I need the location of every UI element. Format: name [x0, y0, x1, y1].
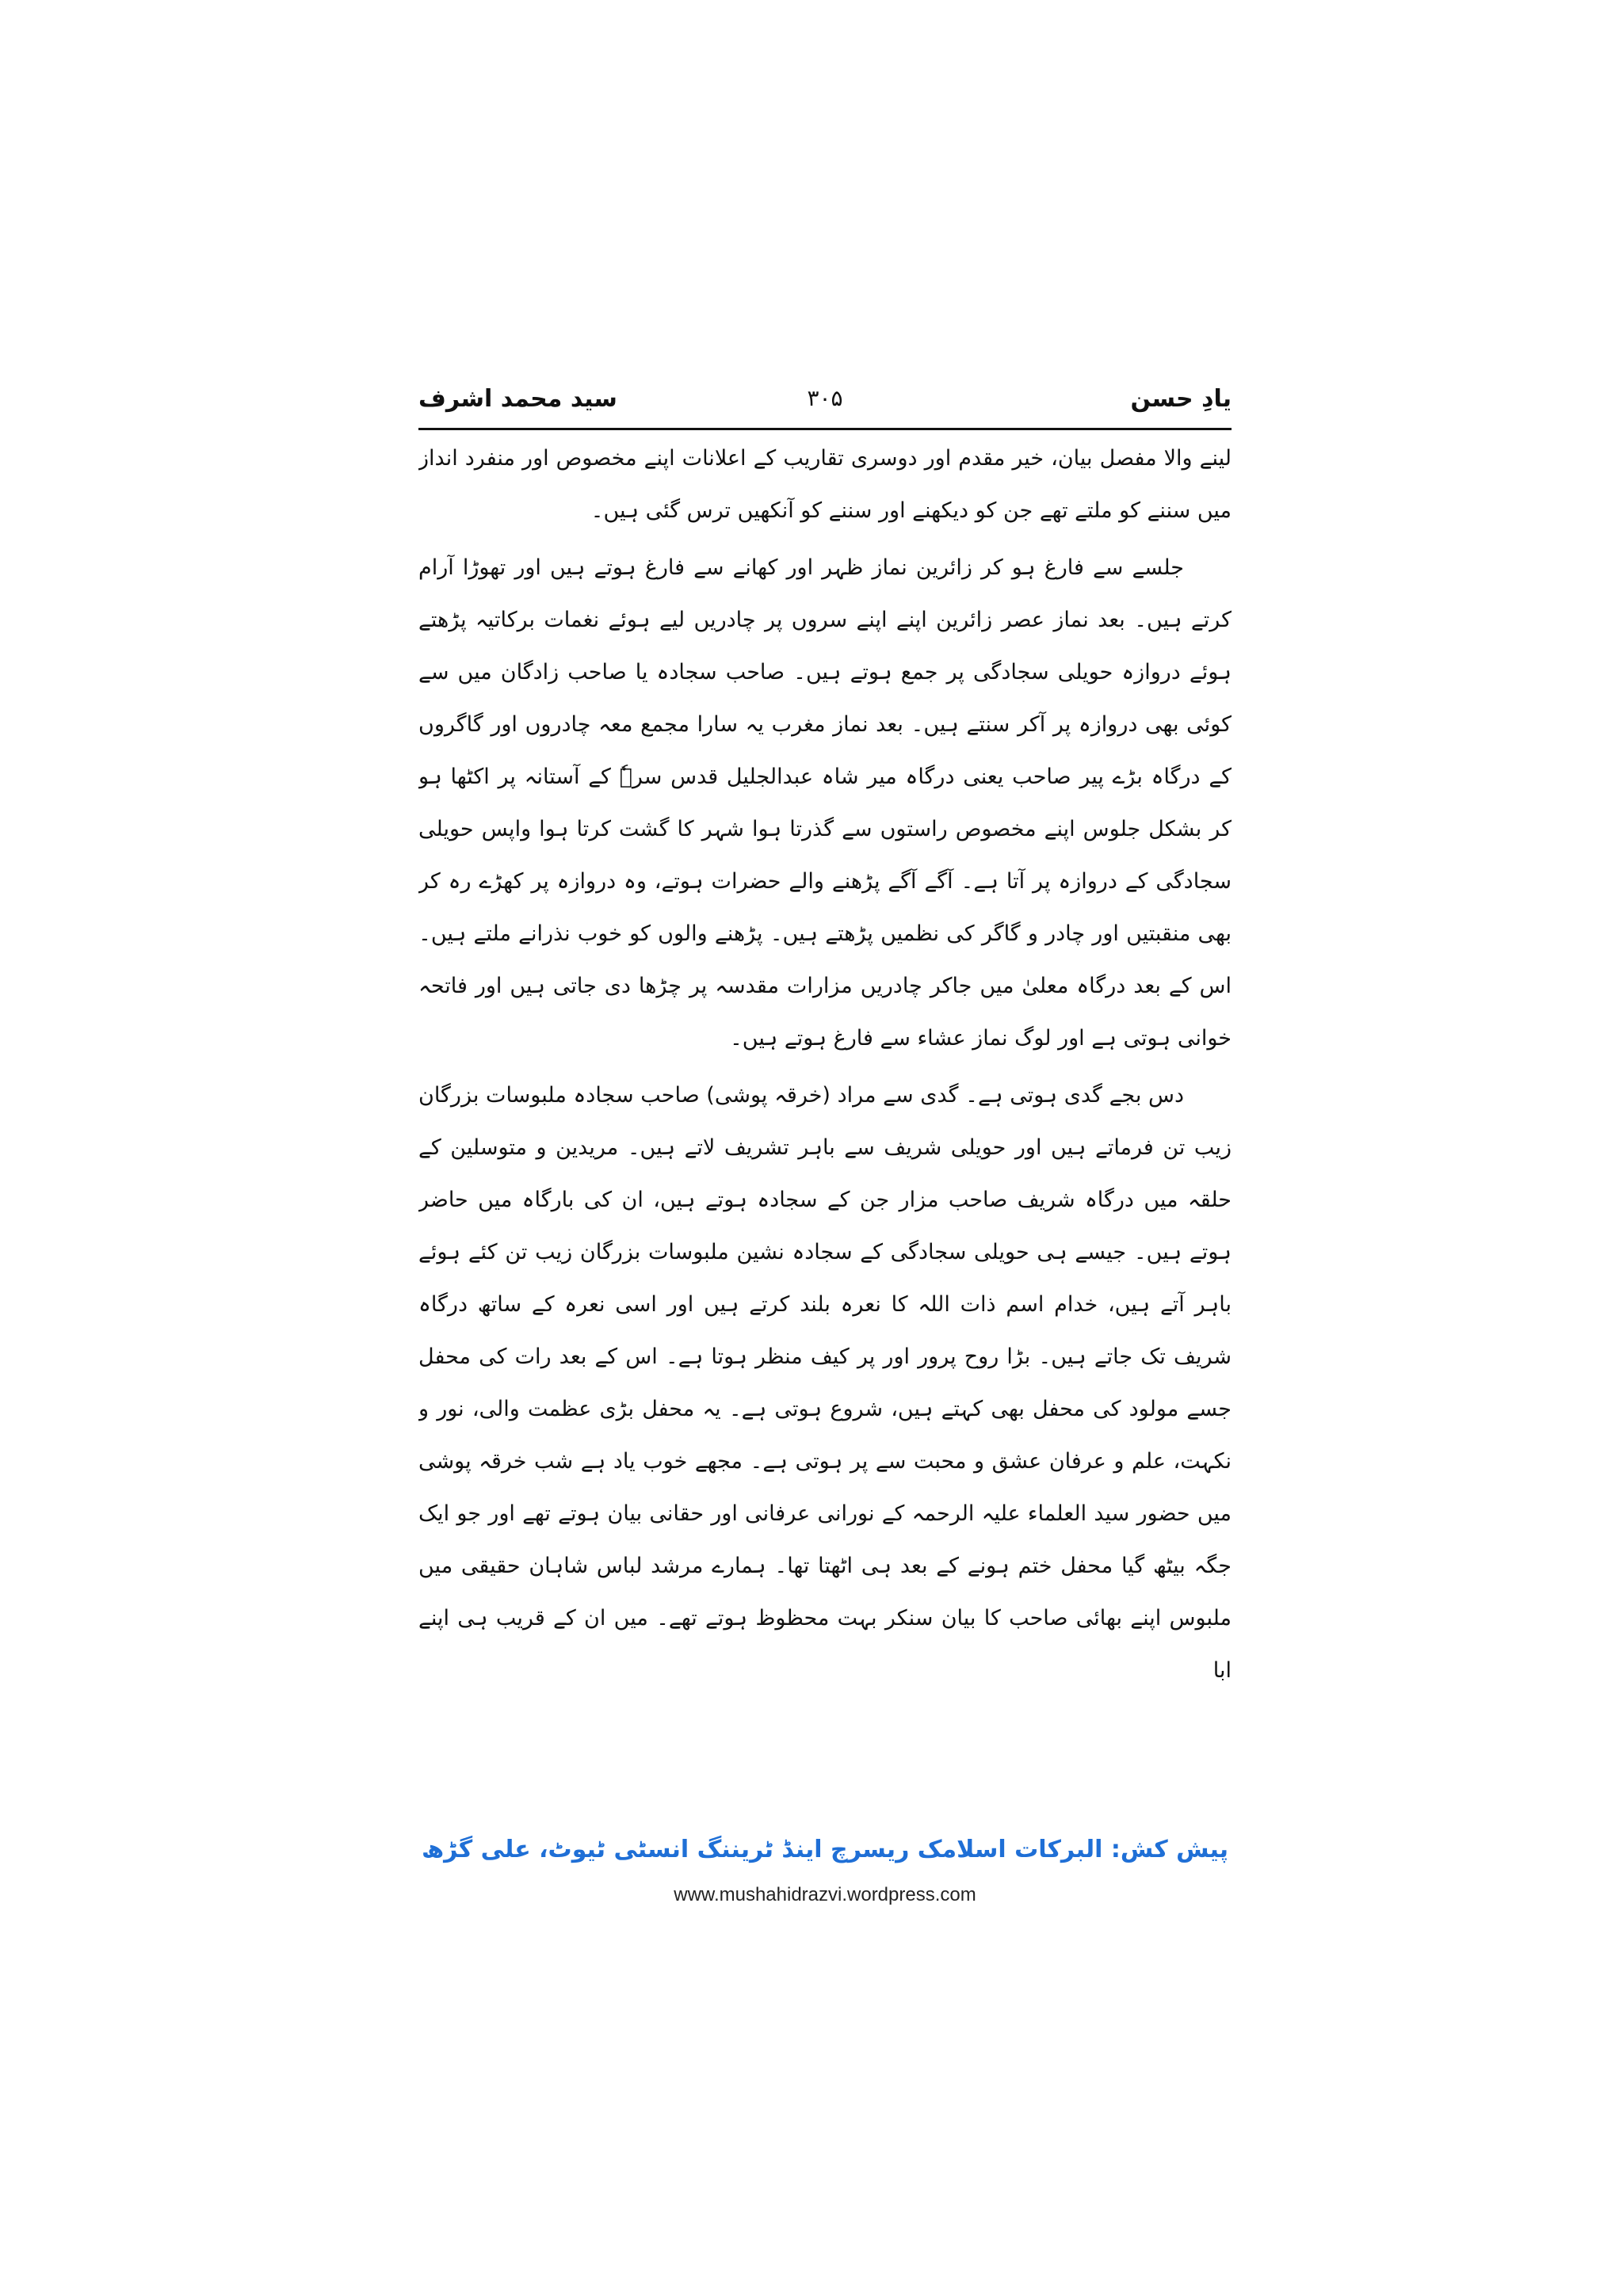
publisher-banner: پیش کش: البرکات اسلامک ریسرچ اینڈ ٹریننگ انسٹی ٹیوٹ، علی گڑھ: [421, 1836, 1229, 1863]
website-url[interactable]: www.mushahidrazvi.wordpress.com: [674, 1884, 976, 1905]
book-title: یادِ حسن: [1130, 385, 1232, 413]
paragraph-3: دس بجے گدی ہوتی ہے۔ گدی سے مراد (خرقہ پوشی) صاحب سجادہ ملبوسات بزرگان زیب تن فرماتے ہیں اور حویلی شریف سے باہر تشریف لاتے ہیں۔ مریدین و متوسلین کے حلقہ میں درگاہ شریف صاحب مزار جن کے سجادہ ہوتے ہیں، ان کی بارگاہ میں حاضر ہوتے ہیں۔ جیسے ہی حویلی سجادگی کے سجادہ نشین ملبوسات بزرگان زیب تن کئے ہوئے باہر آتے ہیں، خدام اسم ذات اللہ کا نعرہ بلند کرتے ہیں اور اسی نعرہ کے ساتھ درگاہ شریف تک جاتے ہیں۔ بڑا روح پرور اور پر کیف منظر ہوتا ہے۔ اس کے بعد رات کی محفل جسے مولود کی محفل بھی کہتے ہیں، شروع ہوتی ہے۔ یہ محفل بڑی عظمت والی، نور و نکہت، علم و عرفان عشق و محبت سے پر ہوتی ہے۔ مجھے خوب یاد ہے شب خرقہ پوشی میں حضور سید العلماء علیہ الرحمہ کے نورانی عرفانی اور حقانی بیان ہوتے تھے اور جو ایک جگہ بیٹھ گیا محفل ختم ہونے کے بعد ہی اٹھتا تھا۔ ہمارے مرشد لباس شاہان حقیقی میں ملبوس اپنے بھائی صاحب کا بیان سنکر بہت محظوظ ہوتے تھے۔ میں ان کے قریب ہی اپنے ابا: [418, 1083, 1232, 1683]
author-name: سید محمد اشرف: [418, 385, 617, 413]
paragraph-2: جلسے سے فارغ ہو کر زائرین نماز ظہر اور کھانے سے فارغ ہوتے ہیں اور تھوڑا آرام کرتے ہیں۔ بعد نماز عصر زائرین اپنے اپنے سروں پر چادریں لیے ہوئے نغمات برکاتیہ پڑھتے ہوئے دروازہ حویلی سجادگی پر جمع ہوتے ہیں۔ صاحب سجادہ یا صاحب زادگان میں سے کوئی بھی دروازہ پر آکر سنتے ہیں۔ بعد نماز مغرب یہ سارا مجمع معہ چادروں اور گاگروں کے درگاہ بڑے پیر صاحب یعنی درگاہ میر شاہ عبدالجلیل قدس سرہٗ کے آستانہ پر اکٹھا ہو کر بشکل جلوس اپنے مخصوص راستوں سے گذرتا ہوا شہر کا گشت کرتا ہوا واپس حویلی سجادگی کے دروازہ پر آتا ہے۔ آگے آگے پڑھنے والے حضرات ہوتے، وہ دروازہ پر کھڑے رہ کر بھی منقبتیں اور چادر و گاگر کی نظمیں پڑھتے ہیں۔ پڑھنے والوں کو خوب نذرانے ملتے ہیں۔ اس کے بعد درگاہ معلیٰ میں جاکر چادریں مزارات مقدسہ پر چڑھا دی جاتی ہیں اور فاتحہ خوانی ہوتی ہے اور لوگ نماز عشاء سے فارغ ہوتے ہیں۔: [418, 555, 1232, 1051]
header-divider: [418, 428, 1232, 430]
page-header: [418, 379, 1232, 426]
page-number: ۳۰۵: [807, 385, 843, 411]
paragraph-1: لینے والا مفصل بیان، خیر مقدم اور دوسری تقاریب کے اعلانات اپنے مخصوص اور منفرد انداز میں سننے کو ملتے تھے جن کو دیکھنے اور سننے کو آنکھیں ترس گئی ہیں۔: [418, 446, 1232, 523]
body-text: [418, 433, 1232, 1795]
